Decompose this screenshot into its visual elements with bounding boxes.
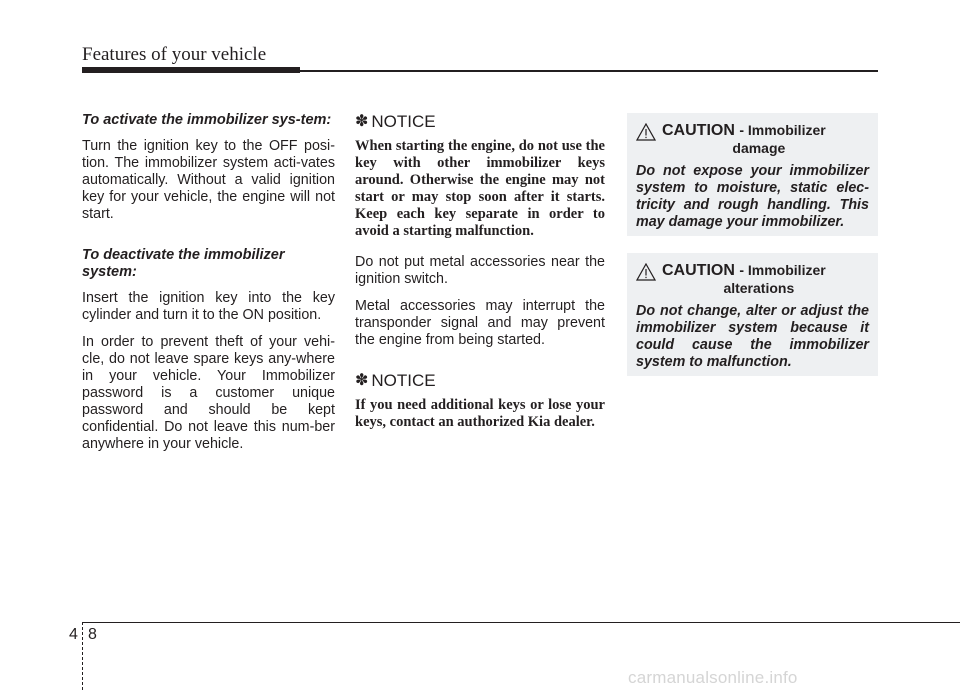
notice-text-2: If you need additional keys or lose your keys, contact an authorized Kia dealer. <box>355 397 605 430</box>
page-header-title: Features of your vehicle <box>82 44 267 65</box>
caution-subtitle: - Immobilizer <box>739 122 826 138</box>
notice-label-1: NOTICE <box>371 112 436 131</box>
middle-column <box>355 112 605 445</box>
caution-word: CAUTION <box>662 122 735 139</box>
notice-title-2 <box>355 371 605 391</box>
header-bar <box>82 67 300 73</box>
caution-header <box>636 121 869 157</box>
notice-title-1 <box>355 112 605 132</box>
caution-header <box>636 261 869 297</box>
deactivate-text-1: Insert the ignition key into the key cylinder and turn it to the ON position. <box>82 290 335 323</box>
header-rule <box>300 70 878 72</box>
caution-word: CAUTION <box>662 262 735 279</box>
notice-star-icon: ✽ <box>355 372 369 389</box>
activate-heading: To activate the immobilizer sys-tem: <box>82 112 332 128</box>
watermark: carmanualsonline.info <box>628 668 798 687</box>
caution-text: Do not expose your immobilizer system to moisture, static elec-tricity and rough handling. This may damage your immobilizer. <box>636 163 869 230</box>
caution-box-alterations <box>627 253 878 376</box>
footer-divider <box>82 622 83 690</box>
warning-triangle-icon <box>636 263 656 281</box>
caution-box-damage <box>627 113 878 236</box>
page-number: 8 <box>88 626 97 643</box>
caution-text: Do not change, alter or adjust the immobilizer system because it could cause the immobilizer system to malfunction. <box>636 303 869 370</box>
notice-star-icon: ✽ <box>355 113 369 130</box>
metal-text-1: Do not put metal accessories near the ignition switch. <box>355 254 605 287</box>
left-column <box>82 112 335 463</box>
notice-label-2: NOTICE <box>371 371 436 390</box>
notice-text-1: When starting the engine, do not use the key with other immobilizer keys around. Otherwise the engine may not start or may stop soon after it starts. Keep each key separate in order to avoid a starting malfunction. <box>355 138 605 239</box>
caution-subtitle-2: damage <box>732 140 786 156</box>
caution-subtitle-2: alterations <box>723 280 795 296</box>
caution-subtitle: - Immobilizer <box>739 262 826 278</box>
warning-triangle-icon <box>636 123 656 141</box>
deactivate-heading: To deactivate the immobilizer system: <box>82 247 285 280</box>
metal-text-2: Metal accessories may interrupt the transponder signal and may prevent the engine from being started. <box>355 298 605 348</box>
deactivate-text-2: In order to prevent theft of your vehi-cle, do not leave spare keys any-where in your vehicle. Your Immobilizer password is a customer unique password and should be kept confidential. Do not leave this num-ber anywhere in your vehicle. <box>82 334 335 452</box>
activate-text: Turn the ignition key to the OFF posi-tion. The immobilizer system acti-vates automatically. Without a valid ignition key for your vehicle, the engine will not start. <box>82 138 335 222</box>
footer-rule <box>82 622 960 623</box>
page-section-number: 4 <box>69 626 78 643</box>
